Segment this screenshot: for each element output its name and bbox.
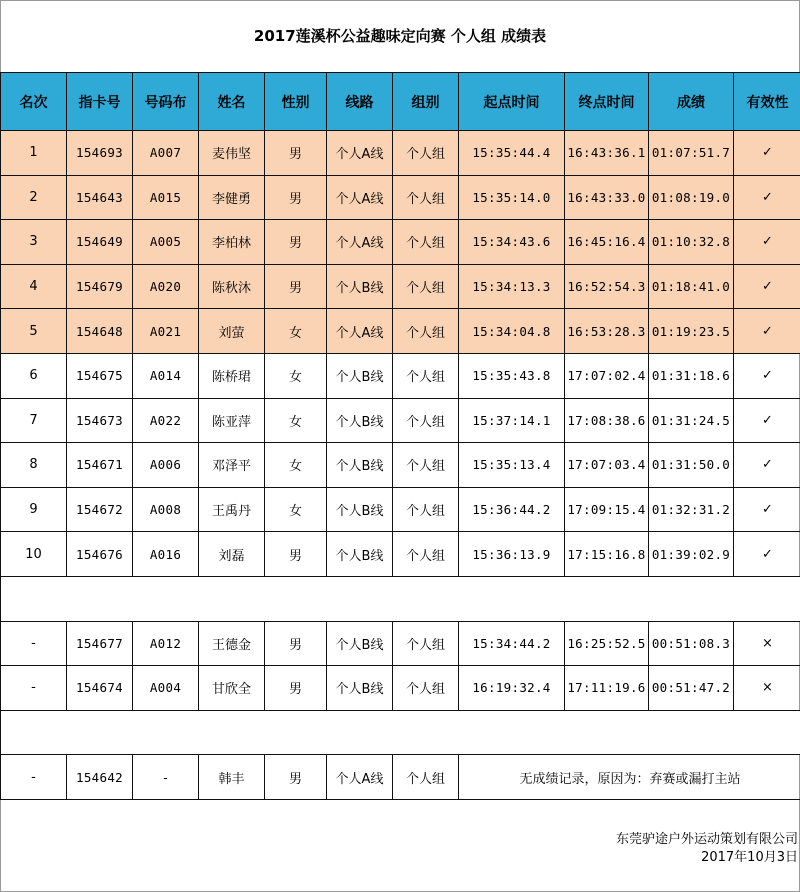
cell-result: 00:51:08.3	[649, 621, 734, 666]
cell-result: 01:19:23.5	[649, 309, 734, 354]
cell-validity: ✓	[734, 264, 800, 309]
cell-name: 王德金	[199, 621, 265, 666]
cell-bib-number: A022	[133, 398, 199, 443]
cell-gender: 女	[265, 487, 327, 532]
cell-end-time: 17:08:38.6	[565, 398, 649, 443]
cell-route: 个人B线	[327, 443, 393, 488]
header-validity: 有效性	[734, 73, 800, 131]
cell-route: 个人B线	[327, 398, 393, 443]
cell-card-number: 154674	[67, 666, 133, 711]
cell-rank: 6	[1, 353, 67, 398]
cell-group: 个人组	[393, 131, 459, 176]
header-result: 成绩	[649, 73, 734, 131]
cell-bib-number: A008	[133, 487, 199, 532]
cell-name: 李柏林	[199, 220, 265, 265]
cell-route: 个人A线	[327, 175, 393, 220]
cell-route: 个人B线	[327, 487, 393, 532]
cell-name: 邓泽平	[199, 443, 265, 488]
cell-route: 个人B线	[327, 353, 393, 398]
table-row	[1, 532, 800, 577]
cell-end-time: 17:11:19.6	[565, 666, 649, 711]
cell-card-number: 154676	[67, 532, 133, 577]
cell-start-time: 15:34:43.6	[459, 220, 565, 265]
table-row	[1, 309, 800, 354]
cell-route: 个人B线	[327, 264, 393, 309]
cell-validity: ✓	[734, 220, 800, 265]
cell-gender: 男	[265, 220, 327, 265]
cell-rank: 7	[1, 398, 67, 443]
cell-start-time: 16:19:32.4	[459, 666, 565, 711]
cell-start-time: 15:34:44.2	[459, 621, 565, 666]
footer-company: 东莞驴途户外运动策划有限公司	[615, 832, 798, 847]
header-gender: 性别	[265, 73, 327, 131]
cell-gender: 男	[265, 755, 327, 800]
cell-group: 个人组	[393, 309, 459, 354]
cell-bib-number: A015	[133, 175, 199, 220]
cell-gender: 女	[265, 443, 327, 488]
cell-group: 个人组	[393, 666, 459, 711]
cell-name: 韩丰	[199, 755, 265, 800]
cell-card-number: 154679	[67, 264, 133, 309]
spacer-row	[1, 576, 800, 621]
cell-rank: 2	[1, 175, 67, 220]
table-row	[1, 443, 800, 488]
cell-gender: 男	[265, 131, 327, 176]
table-row	[1, 621, 800, 666]
cell-rank: 5	[1, 309, 67, 354]
table-row	[1, 353, 800, 398]
header-route: 线路	[327, 73, 393, 131]
cell-card-number: 154677	[67, 621, 133, 666]
cell-group: 个人组	[393, 264, 459, 309]
cell-result: 01:31:24.5	[649, 398, 734, 443]
cell-end-time: 16:52:54.3	[565, 264, 649, 309]
cell-rank: 1	[1, 131, 67, 176]
header-group: 组别	[393, 73, 459, 131]
cell-end-time: 16:53:28.3	[565, 309, 649, 354]
cell-validity: ✓	[734, 487, 800, 532]
cell-card-number: 154672	[67, 487, 133, 532]
cell-result: 01:32:31.2	[649, 487, 734, 532]
header-end-time: 终点时间	[565, 73, 649, 131]
table-row	[1, 175, 800, 220]
table-row	[1, 487, 800, 532]
table-row-no-result	[1, 755, 800, 800]
cell-group: 个人组	[393, 443, 459, 488]
cell-rank: 9	[1, 487, 67, 532]
cell-route: 个人A线	[327, 131, 393, 176]
cell-name: 刘磊	[199, 532, 265, 577]
header-row	[1, 73, 800, 131]
cell-end-time: 17:09:15.4	[565, 487, 649, 532]
cell-gender: 男	[265, 532, 327, 577]
spacer-row	[1, 710, 800, 755]
cell-end-time: 16:43:36.1	[565, 131, 649, 176]
cell-card-number: 154671	[67, 443, 133, 488]
cell-result: 01:10:32.8	[649, 220, 734, 265]
cell-card-number: 154673	[67, 398, 133, 443]
cell-name: 王禹丹	[199, 487, 265, 532]
cell-group: 个人组	[393, 398, 459, 443]
cell-result: 01:31:18.6	[649, 353, 734, 398]
cell-rank: 8	[1, 443, 67, 488]
table-row	[1, 264, 800, 309]
cell-card-number: 154693	[67, 131, 133, 176]
cell-validity: ✓	[734, 443, 800, 488]
cell-group: 个人组	[393, 487, 459, 532]
cell-group: 个人组	[393, 755, 459, 800]
cell-result: 01:08:19.0	[649, 175, 734, 220]
cell-end-time: 16:25:52.5	[565, 621, 649, 666]
cell-bib-number: A021	[133, 309, 199, 354]
cell-bib-number: A020	[133, 264, 199, 309]
cell-name: 陈亚萍	[199, 398, 265, 443]
cell-rank: 4	[1, 264, 67, 309]
cell-end-time: 16:43:33.0	[565, 175, 649, 220]
cell-validity: ✓	[734, 131, 800, 176]
cell-rank: 10	[1, 532, 67, 577]
header-name: 姓名	[199, 73, 265, 131]
cell-start-time: 15:34:13.3	[459, 264, 565, 309]
cell-gender: 女	[265, 309, 327, 354]
cell-route: 个人A线	[327, 220, 393, 265]
cell-bib-number: -	[133, 755, 199, 800]
header-bib: 号码布	[133, 73, 199, 131]
cell-result: 01:39:02.9	[649, 532, 734, 577]
cell-validity: ✓	[734, 353, 800, 398]
cell-start-time: 15:37:14.1	[459, 398, 565, 443]
cell-group: 个人组	[393, 353, 459, 398]
cell-route: 个人B线	[327, 666, 393, 711]
cell-bib-number: A004	[133, 666, 199, 711]
cell-rank: -	[1, 621, 67, 666]
cell-card-number: 154675	[67, 353, 133, 398]
cell-name: 刘萤	[199, 309, 265, 354]
cell-start-time: 15:34:04.8	[459, 309, 565, 354]
cell-bib-number: A005	[133, 220, 199, 265]
cell-validity: ✓	[734, 309, 800, 354]
cell-validity: ✓	[734, 175, 800, 220]
cell-validity: ×	[734, 666, 800, 711]
results-table	[0, 72, 800, 800]
cell-start-time: 15:35:43.8	[459, 353, 565, 398]
cell-group: 个人组	[393, 532, 459, 577]
cell-end-time: 17:15:16.8	[565, 532, 649, 577]
table-row	[1, 131, 800, 176]
page-title: 2017莲溪杯公益趣味定向赛 个人组 成绩表	[253, 27, 547, 45]
cell-end-time: 17:07:03.4	[565, 443, 649, 488]
cell-no-result-note: 无成绩记录，原因为：弃赛或漏打主站	[459, 755, 800, 800]
cell-group: 个人组	[393, 220, 459, 265]
cell-rank: 3	[1, 220, 67, 265]
header-rank: 名次	[1, 73, 67, 131]
table-row	[1, 666, 800, 711]
cell-result: 00:51:47.2	[649, 666, 734, 711]
cell-end-time: 16:45:16.4	[565, 220, 649, 265]
cell-start-time: 15:35:14.0	[459, 175, 565, 220]
header-start-time: 起点时间	[459, 73, 565, 131]
footer-date: 2017年10月3日	[701, 850, 798, 865]
cell-gender: 男	[265, 264, 327, 309]
cell-result: 01:07:51.7	[649, 131, 734, 176]
cell-route: 个人A线	[327, 755, 393, 800]
cell-start-time: 15:35:13.4	[459, 443, 565, 488]
cell-card-number: 154649	[67, 220, 133, 265]
cell-card-number: 154643	[67, 175, 133, 220]
cell-rank: -	[1, 755, 67, 800]
cell-rank: -	[1, 666, 67, 711]
cell-gender: 男	[265, 175, 327, 220]
cell-group: 个人组	[393, 175, 459, 220]
header-card: 指卡号	[67, 73, 133, 131]
cell-name: 李健勇	[199, 175, 265, 220]
cell-start-time: 15:36:13.9	[459, 532, 565, 577]
cell-result: 01:31:50.0	[649, 443, 734, 488]
cell-bib-number: A016	[133, 532, 199, 577]
cell-start-time: 15:36:44.2	[459, 487, 565, 532]
cell-group: 个人组	[393, 621, 459, 666]
cell-name: 陈桥珺	[199, 353, 265, 398]
cell-gender: 男	[265, 666, 327, 711]
cell-validity: ✓	[734, 532, 800, 577]
cell-route: 个人B线	[327, 532, 393, 577]
cell-route: 个人A线	[327, 309, 393, 354]
cell-start-time: 15:35:44.4	[459, 131, 565, 176]
cell-gender: 女	[265, 353, 327, 398]
cell-route: 个人B线	[327, 621, 393, 666]
cell-name: 陈秋沐	[199, 264, 265, 309]
cell-bib-number: A006	[133, 443, 199, 488]
cell-bib-number: A007	[133, 131, 199, 176]
cell-end-time: 17:07:02.4	[565, 353, 649, 398]
cell-name: 麦伟坚	[199, 131, 265, 176]
cell-result: 01:18:41.0	[649, 264, 734, 309]
cell-validity: ×	[734, 621, 800, 666]
cell-card-number: 154648	[67, 309, 133, 354]
cell-card-number: 154642	[67, 755, 133, 800]
cell-validity: ✓	[734, 398, 800, 443]
cell-name: 甘欣全	[199, 666, 265, 711]
cell-gender: 女	[265, 398, 327, 443]
cell-bib-number: A012	[133, 621, 199, 666]
table-row	[1, 220, 800, 265]
cell-gender: 男	[265, 621, 327, 666]
cell-bib-number: A014	[133, 353, 199, 398]
table-row	[1, 398, 800, 443]
